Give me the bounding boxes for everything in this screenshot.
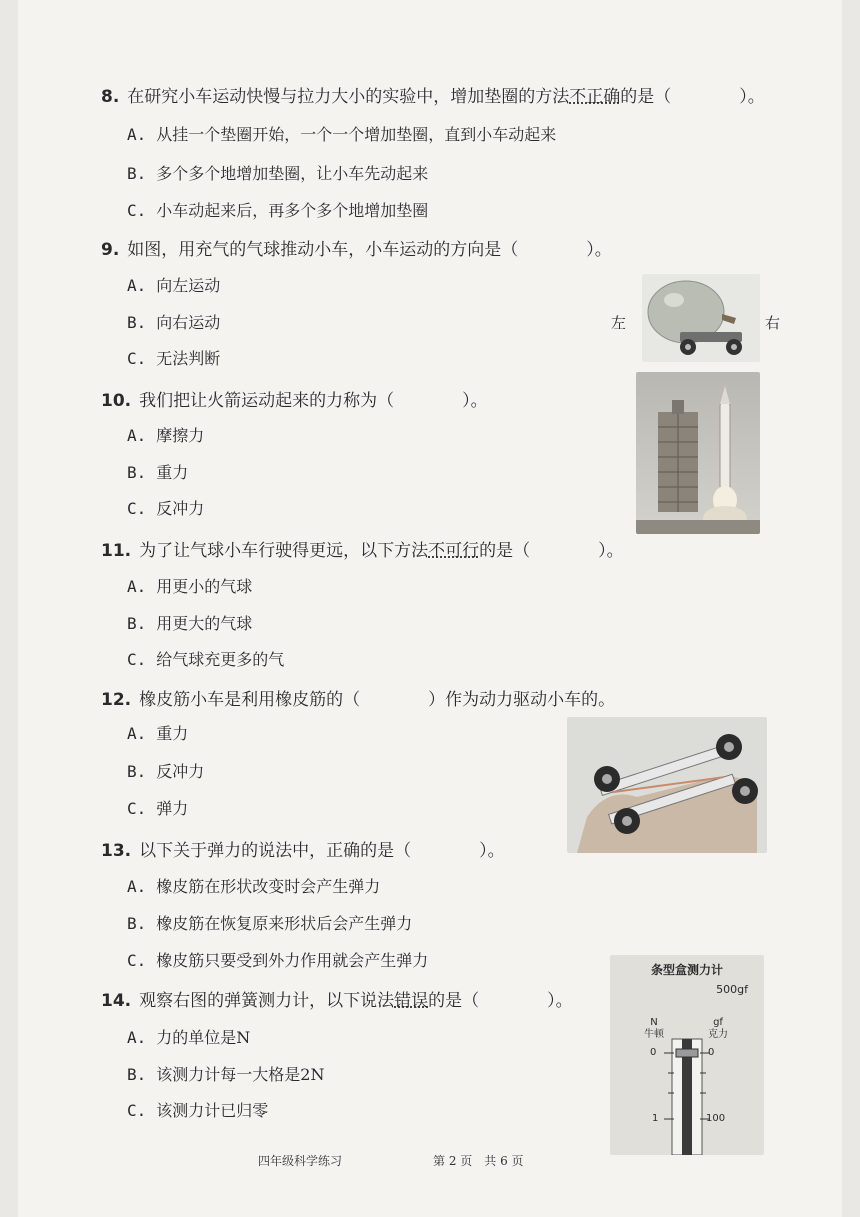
option-8b: B. 多个多个地增加垫圈，让小车先动起来 [127, 164, 429, 183]
option-13c: C. 橡皮筋只要受到外力作用就会产生弹力 [127, 951, 429, 970]
label-left: 左 [611, 314, 627, 332]
option-11b: B. 用更大的气球 [127, 614, 253, 633]
option-8a: A. 从挂一个垫圈开始，一个一个增加垫圈，直到小车动起来 [127, 125, 557, 144]
question-14: 14. 观察右图的弹簧测力计，以下说法错误的是（ ）。 [101, 991, 573, 1011]
footer-subject: 四年级科学练习 [258, 1154, 343, 1168]
question-12: 12. 橡皮筋小车是利用橡皮筋的（ ）作为动力驱动小车的。 [101, 690, 616, 710]
option-14c: C. 该测力计已归零 [127, 1101, 269, 1120]
scale-capacity: 500gf [716, 983, 748, 996]
option-13a: A. 橡皮筋在形状改变时会产生弹力 [127, 877, 381, 896]
question-9: 9. 如图，用充气的气球推动小车，小车运动的方向是（ ）。 [101, 240, 612, 260]
option-11a: A. 用更小的气球 [127, 577, 253, 596]
option-9a: A. 向左运动 [127, 276, 221, 295]
option-11c: C. 给气球充更多的气 [127, 650, 285, 669]
option-14b: B. 该测力计每一大格是2N [127, 1065, 325, 1084]
option-12b: B. 反冲力 [127, 762, 205, 781]
option-12c: C. 弹力 [127, 799, 189, 818]
rocket-launch-image [636, 372, 760, 534]
question-11: 11. 为了让气球小车行驶得更远，以下方法不可行的是（ ）。 [101, 541, 624, 561]
balloon-car-image [642, 274, 760, 362]
spring-scale-image [610, 955, 764, 1155]
option-13b: B. 橡皮筋在恢复原来形状后会产生弹力 [127, 914, 413, 933]
scale-n-one: 1 [652, 1113, 659, 1124]
scale-n-label: N 牛顿 [644, 1017, 664, 1040]
option-10b: B. 重力 [127, 463, 189, 482]
option-8c: C. 小车动起来后，再多个多个地增加垫圈 [127, 201, 429, 220]
question-13: 13. 以下关于弹力的说法中，正确的是（ ）。 [101, 841, 505, 861]
scale-gf-hundred: 100 [706, 1113, 726, 1124]
scale-gf-label: gf 克力 [708, 1017, 728, 1040]
scale-n-zero: 0 [650, 1047, 657, 1058]
label-right: 右 [765, 314, 781, 332]
question-10: 10. 我们把让火箭运动起来的力称为（ ）。 [101, 391, 488, 411]
scale-title: 条型盒测力计 [650, 963, 723, 977]
rubber-band-car-image [567, 717, 767, 853]
question-8: 8. 在研究小车运动快慢与拉力大小的实验中，增加垫圈的方法不正确的是（ ）。 [101, 87, 765, 107]
option-14a: A. 力的单位是N [127, 1028, 251, 1047]
option-9b: B. 向右运动 [127, 313, 221, 332]
option-12a: A. 重力 [127, 724, 189, 743]
footer-page-number: 第 2 页 共 6 页 [433, 1154, 524, 1168]
option-10a: A. 摩擦力 [127, 426, 205, 445]
option-10c: C. 反冲力 [127, 499, 205, 518]
scale-gf-zero: 0 [708, 1047, 715, 1058]
option-9c: C. 无法判断 [127, 349, 221, 368]
